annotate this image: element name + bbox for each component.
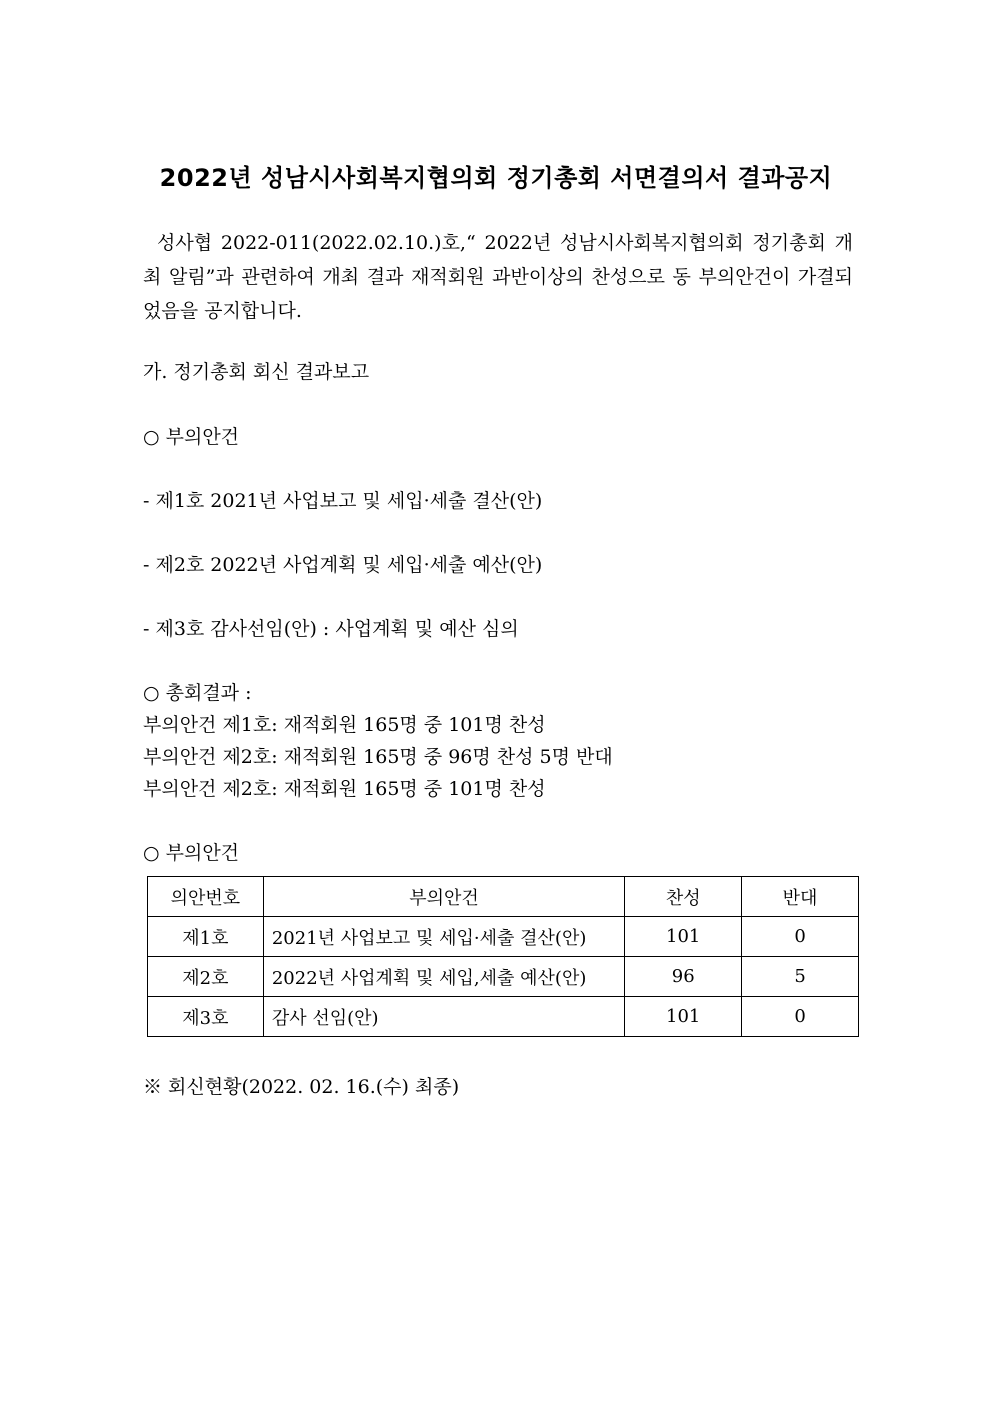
results-table [147,876,859,1037]
result-line-1: 부의안건 제1호: 재적회원 165명 중 101명 찬성 [143,714,546,736]
intro-paragraph: 성사협 2022-011(2022.02.10.)호,“ 2022년 성남시사회복지협의회 정기총회 개최 알림”과 관련하여 개최 결과 재적회원 과반이상의 찬성으로 동 부의안건이 가결되었음을 공지합니다. [143,232,853,322]
table-cell: 제3호 [148,997,264,1037]
header-cell: 반대 [742,877,859,917]
header-cell: 의안번호 [148,877,264,917]
footnote: ※ 회신현황(2022. 02. 16.(수) 최종) [143,1076,460,1098]
table-row [148,997,859,1037]
table-header-row [148,877,859,917]
table-heading: ○ 부의안건 [143,842,240,864]
table-row [148,957,859,997]
table-cell: 96 [625,957,742,997]
table-cell: 101 [625,917,742,957]
agenda-item-1: - 제1호 2021년 사업보고 및 세입·세출 결산(안) [143,490,543,512]
table-cell: 감사 선임(안) [263,997,624,1037]
agenda-item-3: - 제3호 감사선임(안) : 사업계획 및 예산 심의 [143,618,519,640]
result-line-2: 부의안건 제2호: 재적회원 165명 중 96명 찬성 5명 반대 [143,746,613,768]
results-heading: ○ 총회결과 : [143,682,252,704]
table-cell: 제1호 [148,917,264,957]
agenda-item-2: - 제2호 2022년 사업계획 및 세입·세출 예산(안) [143,554,543,576]
table-cell: 5 [742,957,859,997]
table-cell: 101 [625,997,742,1037]
agenda-heading: ○ 부의안건 [143,426,240,448]
header-cell: 찬성 [625,877,742,917]
table-row [148,917,859,957]
table-cell: 0 [742,917,859,957]
document-title: 2022년 성남시사회복지협의회 정기총회 서면결의서 결과공지 [159,164,833,192]
table-cell: 제2호 [148,957,264,997]
table-cell: 2021년 사업보고 및 세입·세출 결산(안) [263,917,624,957]
header-cell: 부의안건 [263,877,624,917]
table-cell: 0 [742,997,859,1037]
result-line-3: 부의안건 제2호: 재적회원 165명 중 101명 찬성 [143,778,546,800]
section-heading: 가. 정기총회 회신 결과보고 [143,361,370,383]
table-cell: 2022년 사업계획 및 세입,세출 예산(안) [263,957,624,997]
